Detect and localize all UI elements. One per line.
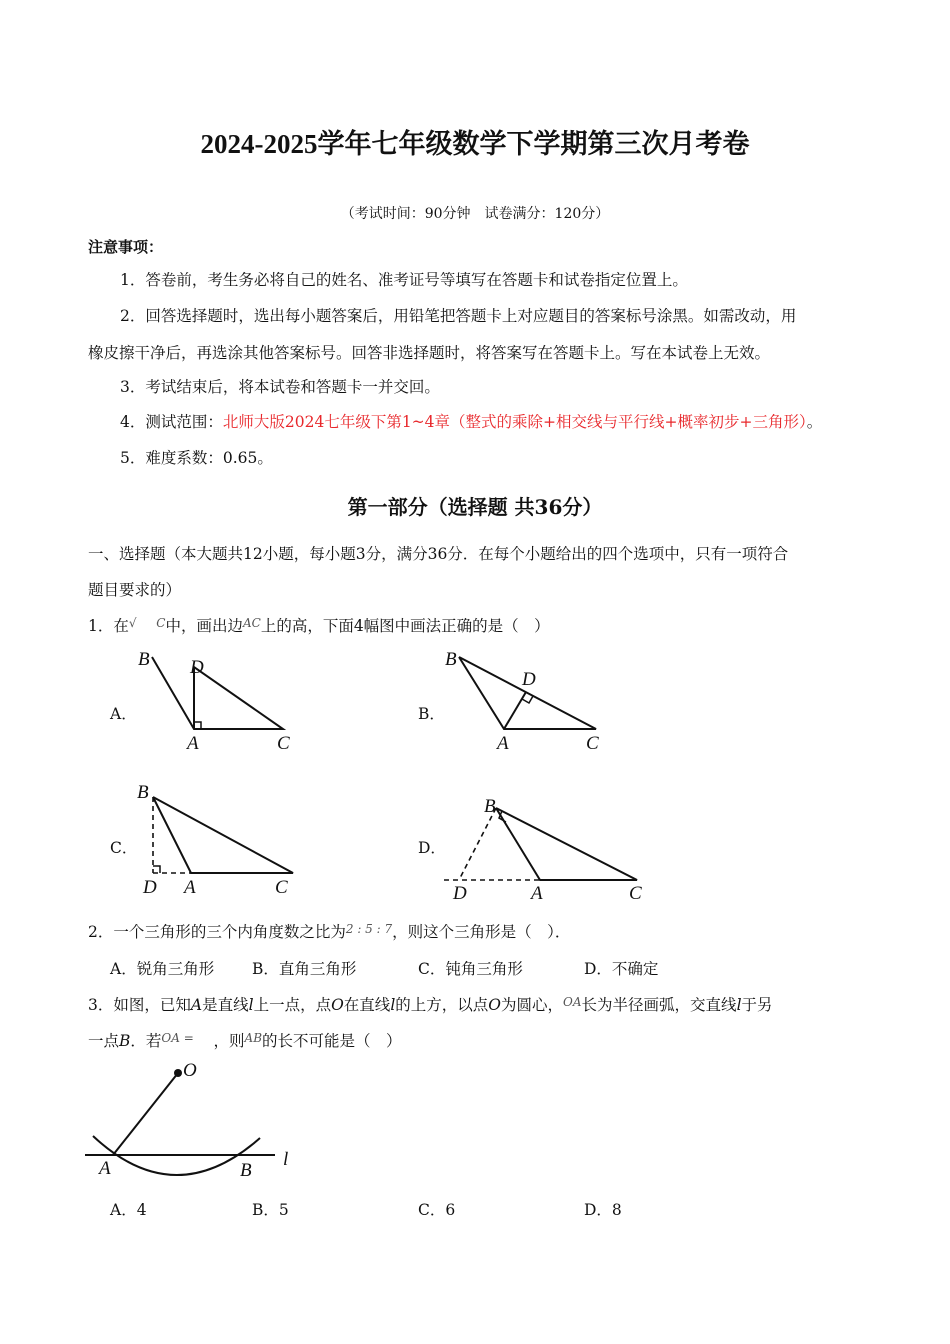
label-a: A [184,877,196,898]
label-a: A [531,883,543,904]
q1-option-b-label: B． [418,705,445,723]
label-c: C [629,883,642,904]
math-ab: AB [244,1031,263,1045]
notice-item-1: 1．答卷前，考生务必将自己的姓名、准考证号等填写在答题卡和试卷指定位置上。 [120,271,688,289]
label-o: O [183,1060,197,1081]
q2-option-a: A．锐角三角形 [110,960,215,978]
label-a: A [187,733,199,754]
notice-item-5: 5．难度系数：0.65。 [120,449,273,467]
label-c: C [586,733,599,754]
math-ac: AC [242,616,261,630]
label-d: D [453,883,467,904]
label-a: A [497,733,509,754]
math-oa: OA [563,995,582,1009]
q1-figure-d [440,790,660,910]
q1-option-c-label: C． [110,839,138,857]
part-intro-1: 一、选择题（本大题共12小题，每小题3分，满分36分．在每个小题给出的四个选项中，只有一项符合 [88,545,789,563]
q3-figure [85,1058,315,1188]
label-b: B [445,649,457,670]
q1-figure-b [440,645,620,755]
math-oa-eq: OA = [161,1031,194,1045]
q1-option-a-label: A． [110,705,137,723]
q2-option-b: B．直角三角形 [252,960,357,978]
scope-text: 北师大版2024七年级下第1~4章（整式的乘除+相交线与平行线+概率初步+三角形） [222,413,807,431]
q1-option-d-label: D． [418,839,446,857]
label-d: D [522,669,536,690]
label-d: D [143,877,157,898]
q1-figure-a [130,645,310,755]
q3-option-b: B．5 [252,1201,289,1219]
notice-item-3: 3．考试结束后，将本试卷和答题卡一并交回。 [120,378,440,396]
label-b: B [240,1160,252,1181]
label-d: D [190,657,204,678]
label-b: B [137,782,149,803]
q3-option-d: D．8 [584,1201,622,1219]
q2-option-c: C．钝角三角形 [418,960,523,978]
notice-heading: 注意事项： [88,238,164,256]
section-title: 第一部分（选择题 共36分） [347,495,603,519]
question-2-stem: 2．一个三角形的三个内角度数之比为$^{2 : 5 : 7}$，则这个三角形是（ ）． [88,922,571,941]
label-b: B [138,649,150,670]
scope-end: 。 [806,413,823,431]
page-title: 2024-2025学年七年级数学下学期第三次月考卷 [200,129,750,159]
part-intro-2: 题目要求的） [88,581,182,599]
notice-item-4 [120,410,822,432]
label-c: C [275,877,288,898]
question-3-stem-line1: 3．如图，已知A是直线l上一点，点O在直线l的上方，以点O为圆心，$^{OA}$长为半径画弧，交直线l于另 [88,995,773,1014]
math-c: C [156,616,166,630]
label-b: B [484,796,496,817]
exam-info: （考试时间：90分钟 试卷满分：120分） [340,206,610,222]
scope-label: 4．测试范围： [120,413,223,431]
question-3-stem-line2: 一点B．若$^{OA =}$ ，则$^{AB}$的长不可能是（ ） [88,1031,402,1050]
label-a: A [99,1158,111,1179]
notice-item-2: 2．回答选择题时，选出每小题答案后，用铅笔把答题卡上对应题目的答案标号涂黑。如需改动，用 [120,307,797,325]
q3-option-a: A．4 [110,1201,147,1219]
q1-figure-c [130,780,310,900]
label-c: C [277,733,290,754]
triangle-symbol: √ [128,616,137,630]
question-1-stem: 1．在√ $^C$中，画出边$^{AC}$上的高，下面4幅图中画法正确的是（ ） [88,616,550,635]
angle-ratio: 2 : 5 : 7 [345,922,393,936]
notice-item-2-cont: 橡皮擦干净后，再选涂其他答案标号。回答非选择题时，将答案写在答题卡上。写在本试卷上无效。 [88,344,771,362]
q2-option-d: D．不确定 [584,960,659,978]
q3-option-c: C．6 [418,1201,456,1219]
label-l: l [283,1149,289,1170]
